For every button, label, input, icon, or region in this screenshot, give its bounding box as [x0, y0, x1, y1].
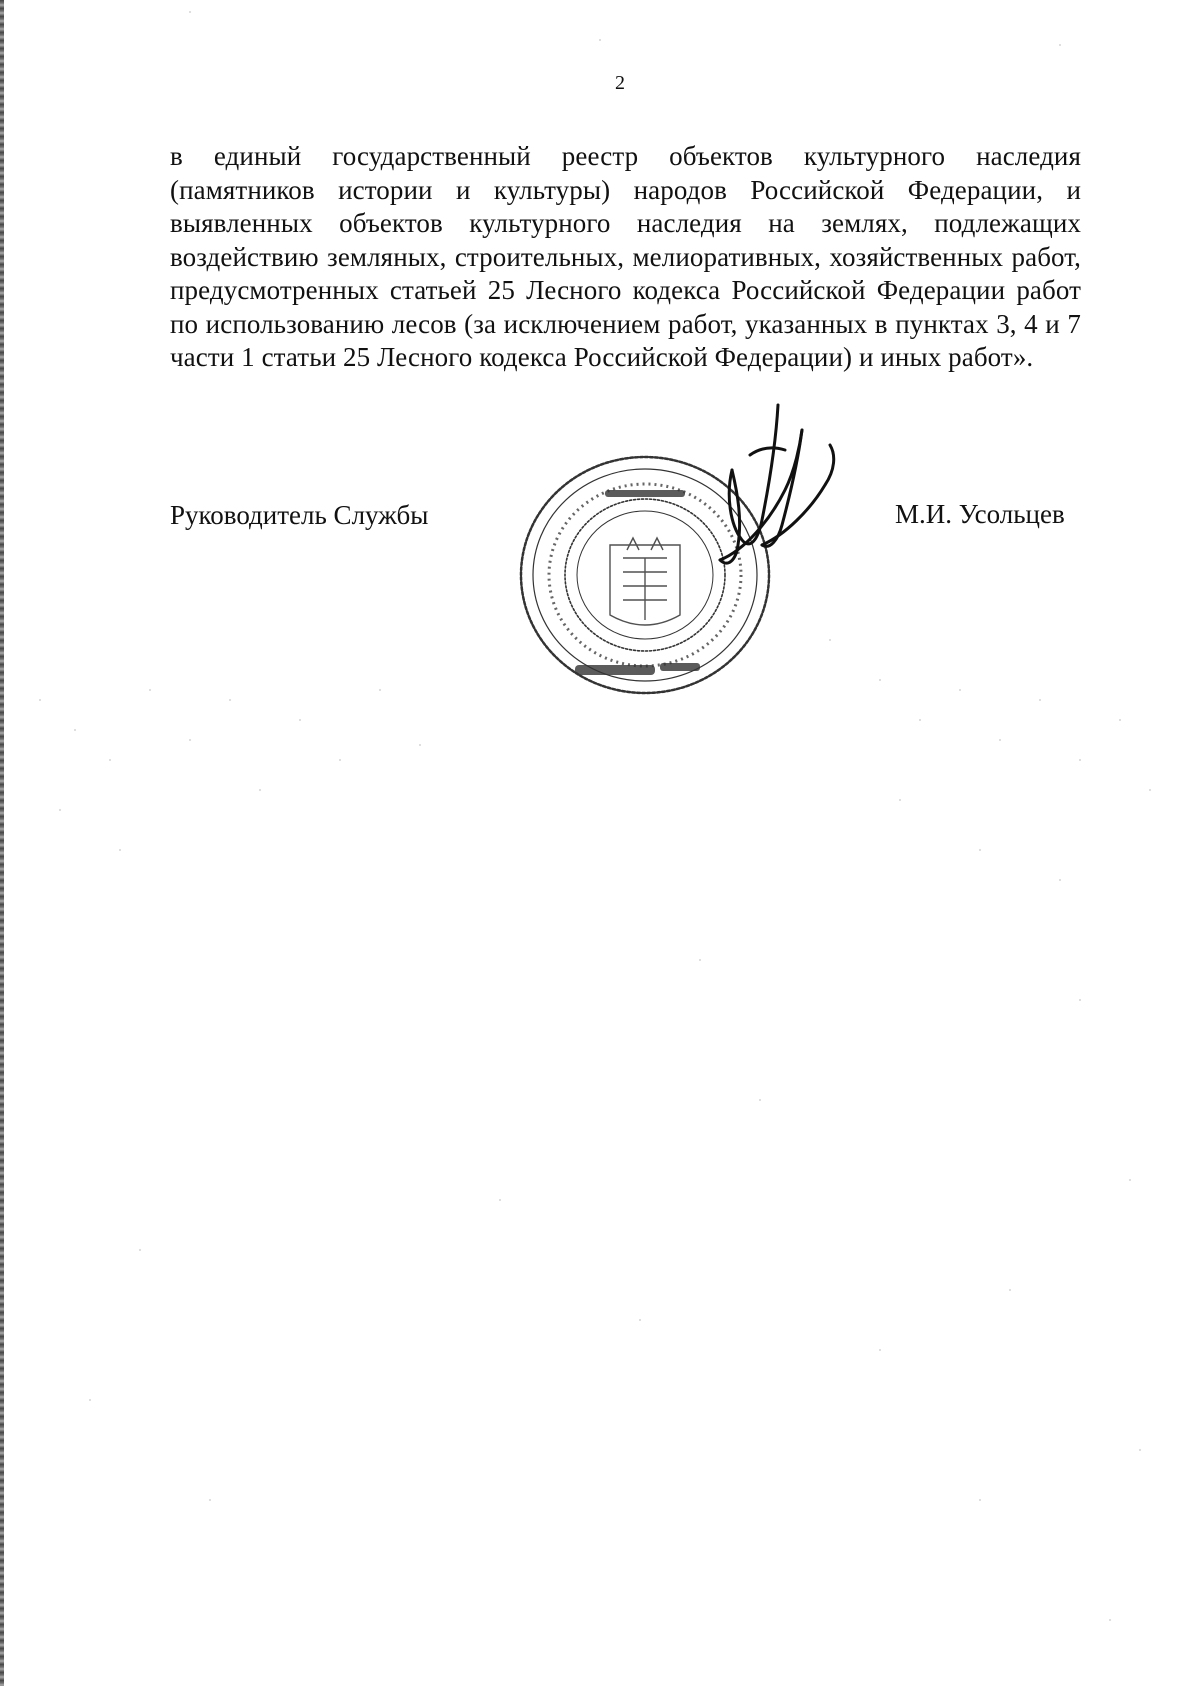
signer-position: Руководитель Службы: [170, 500, 429, 530]
handwritten-signature: [690, 400, 840, 580]
signature-block: [0, 0, 1200, 720]
signer-name: М.И. Усольцев: [895, 499, 1065, 529]
page-number: 2: [615, 72, 625, 94]
body-paragraph: в единый государственный реестр объектов культурного наследия (памятников истории и культуры) народов Российской Федерации, и выявленных объектов культурного наследия на землях, подлежащих воздействию земляных, строительных, мелиоративных, хозяйственных работ, предусмотренных статьей 25 Лесного кодекса Российской Федерации работ по использованию лесов (за исключением работ, указанных в пунктах 3, 4 и 7 части 1 статьи 25 Лесного кодекса Российской Федерации) и иных работ».: [170, 141, 1081, 372]
